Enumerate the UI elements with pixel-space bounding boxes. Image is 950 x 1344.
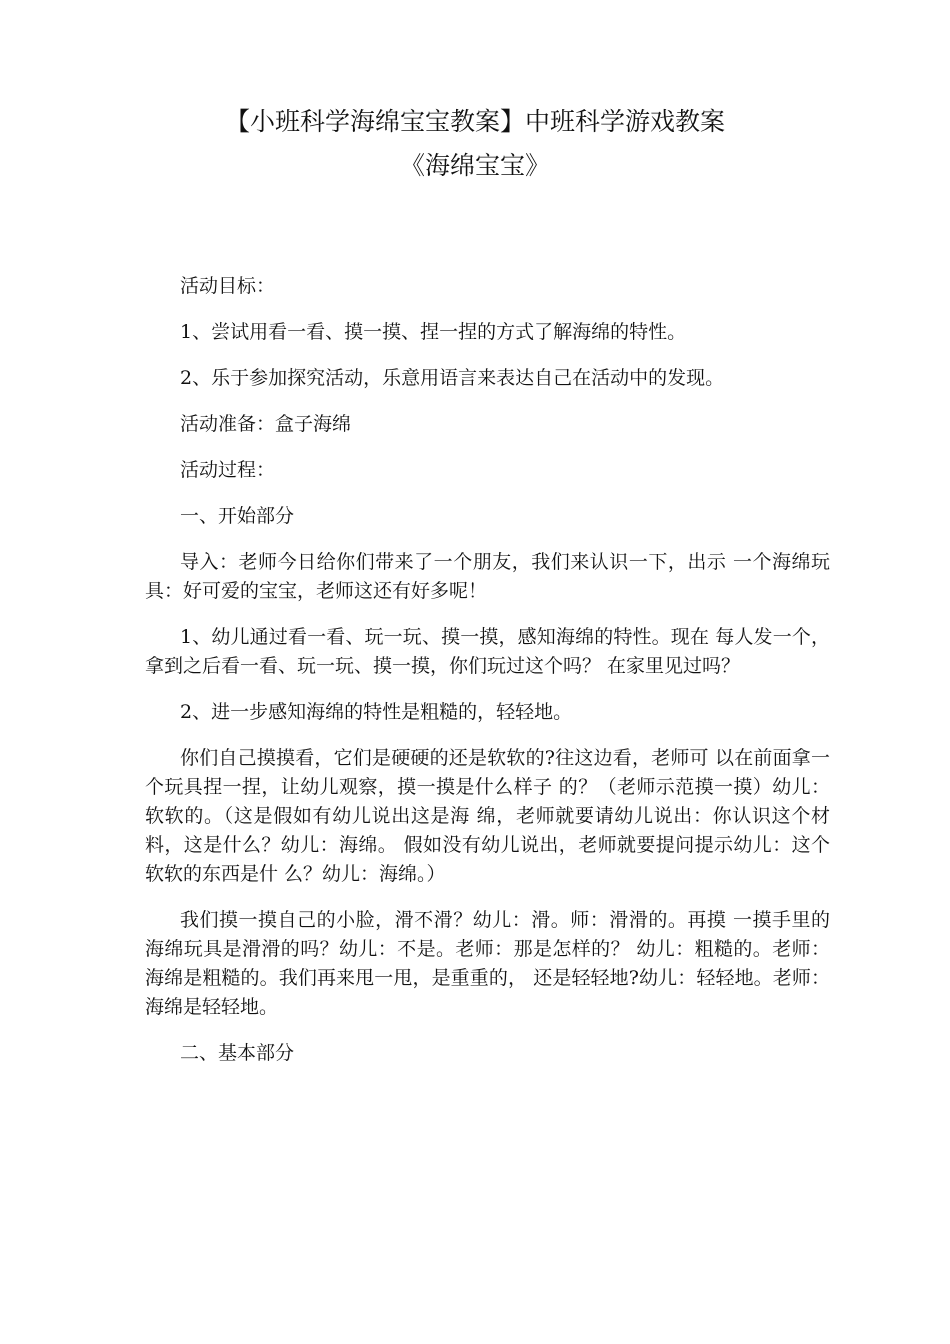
title-line-main: 【小班科学海绵宝宝教案】中班科学游戏教案	[224, 107, 725, 136]
title-line-sub: 《海绵宝宝》	[399, 151, 550, 180]
document-title	[120, 100, 830, 188]
paragraph-step-1: 1、幼儿通过看一看、玩一玩、摸一摸，感知海绵的特性。现在 每人发一个，拿到之后看一看、玩一玩、摸一摸，你们玩过这个吗？ 在家里见过吗？	[145, 626, 830, 677]
activity-preparation: 活动准备：盒子海绵	[180, 413, 352, 435]
paragraph-touch-and-see: 你们自己摸摸看，它们是硬硬的还是软软的?往这边看，老师可 以在前面拿一个玩具捏一捏，让幼儿观察，摸一摸是什么样子 的？（老师示范摸一摸）幼儿：软软的。（这是假如有幼儿说出这是海 绵，老师就要请幼儿说出：你认识这个材料，这是什么？幼儿：海绵。 假如没有幼儿说出，老师就要提问提示幼儿：这个软软的东西是什 么？幼儿：海绵。）	[145, 747, 830, 885]
heading-activity-process: 活动过程：	[180, 459, 276, 481]
paragraph-introduction: 导入：老师今日给你们带来了一个朋友，我们来认识一下，出示 一个海绵玩具：好可爱的宝宝，老师这还有好多呢！	[145, 551, 830, 602]
goal-item-1: 1、尝试用看一看、摸一摸、捏一捏的方式了解海绵的特性。	[180, 321, 687, 343]
section-heading-basic: 二、基本部分	[180, 1042, 295, 1064]
heading-activity-goals: 活动目标：	[180, 275, 276, 297]
document-body	[145, 272, 830, 1085]
paragraph-smooth-or-rough: 我们摸一摸自己的小脸，滑不滑？幼儿：滑。师：滑滑的。再摸 一摸手里的海绵玩具是滑滑的吗？幼儿：不是。老师：那是怎样的？ 幼儿：粗糙的。老师：海绵是粗糙的。我们再来甩一甩，是重重的， 还是轻轻地?幼儿：轻轻地。老师：海绵是轻轻地。	[145, 909, 830, 1018]
section-heading-start: 一、开始部分	[180, 505, 295, 527]
paragraph-step-2: 2、进一步感知海绵的特性是粗糙的，轻轻地。	[180, 701, 573, 723]
goal-item-2: 2、乐于参加探究活动，乐意用语言来表达自己在活动中的发现。	[180, 367, 725, 389]
